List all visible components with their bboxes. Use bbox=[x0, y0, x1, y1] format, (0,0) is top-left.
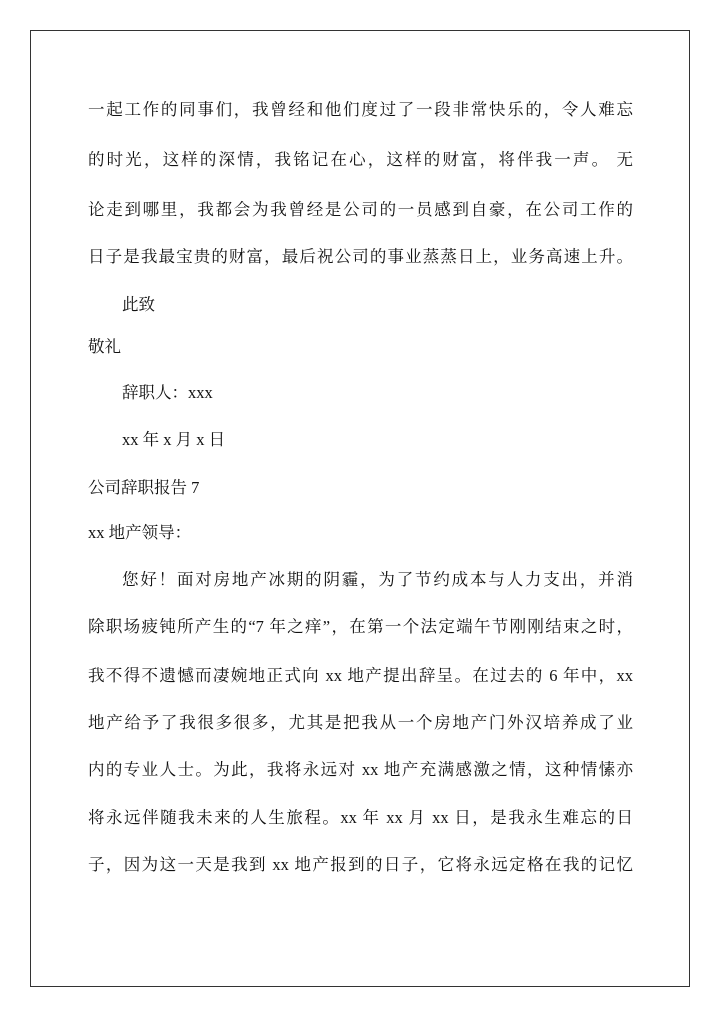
text-line: 的时光，这样的深情，我铭记在心，这样的财富，将伴我一声。 无 bbox=[88, 150, 633, 169]
closing-text: 此致 bbox=[122, 295, 155, 314]
text-line: 将永远伴随我未来的人生旅程。xx 年 xx 月 xx 日，是我永生难忘的日 bbox=[88, 808, 634, 827]
text-line: 论走到哪里，我都会为我曾经是公司的一员感到自豪，在公司工作的 bbox=[88, 200, 633, 219]
salute-text: 敬礼 bbox=[88, 337, 121, 356]
text-line: 一起工作的同事们，我曾经和他们度过了一段非常快乐的，令人难忘 bbox=[88, 100, 633, 119]
text-line: 子，因为这一天是我到 xx 地产报到的日子，它将永远定格在我的记忆 bbox=[88, 855, 633, 874]
text-line: 我不得不遗憾而凄婉地正式向 xx 地产提出辞呈。在过去的 6 年中，xx bbox=[88, 666, 633, 685]
text-line: 您好！面对房地产冰期的阴霾，为了节约成本与人力支出，并消 bbox=[122, 570, 633, 589]
page-border bbox=[30, 30, 690, 987]
signer-text: 辞职人：xxx bbox=[122, 383, 213, 402]
text-line: 除职场疲钝所产生的“7 年之痒”，在第一个法定端午节刚刚结束之时， bbox=[88, 617, 633, 636]
addressee-text: xx 地产领导： bbox=[88, 523, 192, 542]
section-title: 公司辞职报告 7 bbox=[88, 478, 200, 497]
date-text: xx 年 x 月 x 日 bbox=[122, 430, 226, 449]
text-line: 地产给予了我很多很多，尤其是把我从一个房地产门外汉培养成了业 bbox=[88, 713, 633, 732]
text-line: 日子是我最宝贵的财富，最后祝公司的事业蒸蒸日上，业务高速上升。 bbox=[88, 247, 633, 266]
text-line: 内的专业人士。为此，我将永远对 xx 地产充满感激之情，这种情愫亦 bbox=[88, 760, 633, 779]
